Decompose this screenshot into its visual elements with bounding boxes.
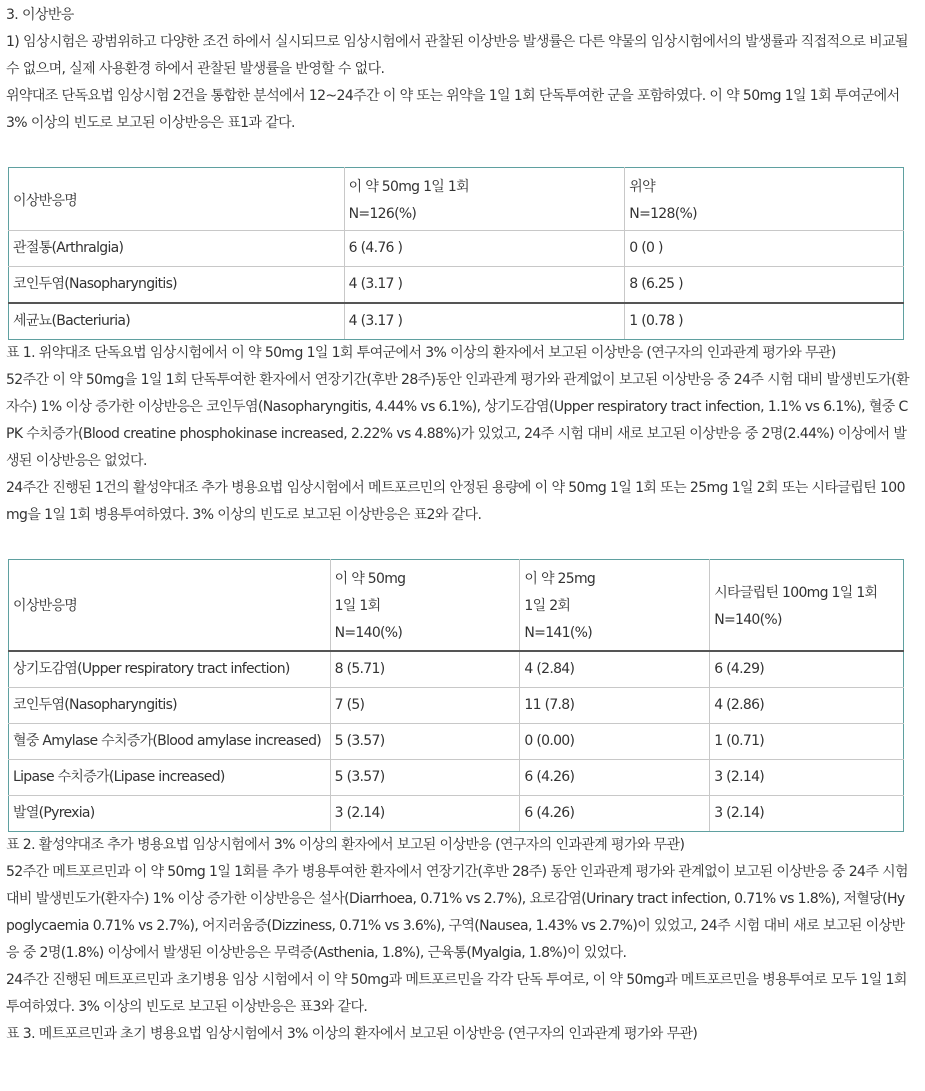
cell-placebo: 1 (0.78 )	[625, 303, 904, 340]
header-drug-25mg-frequency: 1일 2회	[524, 598, 571, 614]
cell-reaction: 혈중 Amylase 수치증가(Blood amylase increased)	[9, 723, 331, 759]
cell-drug-50mg: 8 (5.71)	[330, 651, 520, 688]
cell-reaction: 관절통(Arthralgia)	[9, 231, 345, 267]
cell-drug-25mg: 6 (4.26)	[520, 759, 710, 795]
paragraph-extension-monotherapy: 52주간 이 약 50mg을 1일 1회 단독투여한 환자에서 연장기간(후반 28주)동안 인과관계 평가와 관계없이 보고된 이상반응 중 24주 시험 대비 발생빈도가(환자수) 1% 이상 증가한 이상반응은 코인두염(Nasopharyngitis, 4.44% vs 6.1%), 상기도감염(Upper respiratory tract infection, 1.1% vs 6.1%), 혈중 CPK 수치증가(Blood creatine phosphokinase increased, 2.22% vs 4.88%)가 있었고, 24주 시험 대비 새로 보고된 이상반응 중 2명(2.44%) 이상에서 발생된 이상반응은 없었다.	[6, 372, 909, 469]
table-2-caption: 표 2. 활성약대조 추가 병용요법 임상시험에서 3% 이상의 환자에서 보고된 이상반응 (연구자의 인과관계 평가와 무관)	[6, 836, 685, 853]
header-reaction-name: 이상반응명	[9, 168, 345, 231]
header-sitagliptin	[710, 560, 904, 651]
header-drug-50mg-n: N=126(%)	[348, 206, 417, 222]
header-placebo	[625, 168, 904, 231]
table-row	[9, 723, 904, 759]
cell-sitagliptin: 3 (2.14)	[710, 759, 904, 795]
cell-placebo: 8 (6.25 )	[625, 267, 904, 304]
cell-drug-50mg: 5 (3.57)	[330, 723, 520, 759]
adverse-reaction-table-1	[8, 167, 904, 340]
header-drug-25mg-n: N=141(%)	[524, 625, 592, 641]
adverse-reaction-table-2	[8, 559, 904, 832]
header-placebo-n: N=128(%)	[629, 206, 697, 222]
paragraph-initial-combination: 24주간 진행된 메트포르민과 초기병용 임상 시험에서 이 약 50mg과 메트포르민을 각각 단독 투여로, 이 약 50mg과 메트포르민을 병용투여로 모두 1일 1회 투여하였다. 3% 이상의 빈도로 보고된 이상반응은 표3와 같다.	[6, 971, 907, 1015]
header-drug-50mg-label: 이 약 50mg	[334, 571, 406, 587]
cell-sitagliptin: 6 (4.29)	[710, 651, 904, 688]
cell-reaction: 발열(Pyrexia)	[9, 795, 331, 831]
table-1-caption: 표 1. 위약대조 단독요법 임상시험에서 이 약 50mg 1일 1회 투여군에서 3% 이상의 환자에서 보고된 이상반응 (연구자의 인과관계 평가와 무관)	[6, 345, 836, 361]
cell-reaction: 상기도감염(Upper respiratory tract infection)	[9, 651, 331, 688]
header-drug-50mg-label: 이 약 50mg 1일 1회	[348, 179, 469, 195]
spacer	[6, 137, 911, 164]
cell-reaction: 코인두염(Nasopharyngitis)	[9, 687, 331, 723]
paragraph-active-control: 24주간 진행된 1건의 활성약대조 추가 병용요법 임상시험에서 메트포르민의 안정된 용량에 이 약 50mg 1일 1회 또는 25mg 1일 2회 또는 시타글립틴 100mg을 1일 1회 병용투여하였다. 3% 이상의 빈도로 보고된 이상반응은 표2와 같다.	[6, 480, 905, 523]
header-reaction-name: 이상반응명	[9, 560, 331, 651]
cell-drug: 4 (3.17 )	[344, 303, 625, 340]
table-header-row	[9, 560, 904, 651]
cell-reaction: Lipase 수치증가(Lipase increased)	[9, 759, 331, 795]
header-placebo-label: 위약	[629, 179, 655, 195]
cell-placebo: 0 (0 )	[625, 231, 904, 267]
cell-reaction: 세균뇨(Bacteriuria)	[9, 303, 345, 340]
cell-sitagliptin: 3 (2.14)	[710, 795, 904, 831]
header-drug-50mg-frequency: 1일 1회	[334, 598, 381, 614]
header-sitagliptin-label: 시타글립틴 100mg 1일 1회	[714, 584, 878, 601]
cell-sitagliptin: 4 (2.86)	[710, 687, 904, 723]
cell-drug-50mg: 7 (5)	[330, 687, 520, 723]
table-3-caption: 표 3. 메트포르민과 초기 병용요법 임상시험에서 3% 이상의 환자에서 보고된 이상반응 (연구자의 인과관계 평가와 무관)	[6, 1025, 698, 1042]
table-row	[9, 231, 904, 267]
header-drug-50mg-n: N=140(%)	[334, 625, 403, 641]
table-row	[9, 759, 904, 795]
header-drug-25mg	[520, 560, 710, 651]
header-sitagliptin-n: N=140(%)	[714, 611, 782, 628]
header-drug-50mg	[330, 560, 520, 651]
header-drug-50mg	[344, 168, 625, 231]
paragraph-intro: 1) 임상시험은 광범위하고 다양한 조건 하에서 실시되므로 임상시험에서 관찰된 이상반응 발생률은 다른 약물의 임상시험에서의 발생률과 직접적으로 비교될 수 없으며, 실제 사용환경 하에서 관찰된 발생률을 반영할 수 없다.	[6, 34, 908, 77]
cell-drug-25mg: 4 (2.84)	[520, 651, 710, 688]
paragraph-extension-combination: 52주간 메트포르민과 이 약 50mg 1일 1회를 추가 병용투여한 환자에서 연장기간(후반 28주) 동안 인과관계 평가와 관계없이 보고된 이상반응 중 24주 시험 대비 발생빈도가(환자수) 1% 이상 증가한 이상반응은 설사(Diarrhoea, 0.71% vs 2.7%), 요로감염(Urinary tract infection, 0.71% vs 1.8%), 저혈당(Hypoglycaemia 0.71% vs 2.7%), 어지러움증(Dizziness, 0.71% vs 3.6%), 구역(Nausea, 1.43% vs 2.7%)이 있었고, 24주 시험 대비 새로 보고된 이상반응 중 2명(1.8%) 이상에서 발생된 이상반응은 무력증(Asthenia, 1.8%), 근육통(Myalgia, 1.8%)이 있었다.	[6, 863, 908, 961]
section-title: 3. 이상반응	[6, 7, 74, 23]
cell-sitagliptin: 1 (0.71)	[710, 723, 904, 759]
table-header-row	[9, 168, 904, 231]
cell-drug-25mg: 0 (0.00)	[520, 723, 710, 759]
table-row	[9, 267, 904, 304]
cell-drug-25mg: 6 (4.26)	[520, 795, 710, 831]
cell-drug-50mg: 5 (3.57)	[330, 759, 520, 795]
table-row	[9, 687, 904, 723]
cell-drug: 6 (4.76 )	[344, 231, 625, 267]
spacer	[6, 529, 911, 556]
table-row	[9, 795, 904, 831]
header-drug-25mg-label: 이 약 25mg	[524, 571, 596, 587]
cell-drug: 4 (3.17 )	[344, 267, 625, 304]
table-row	[9, 651, 904, 688]
cell-drug-25mg: 11 (7.8)	[520, 687, 710, 723]
paragraph-analysis: 위약대조 단독요법 임상시험 2건을 통합한 분석에서 12~24주간 이 약 또는 위약을 1일 1회 단독투여한 군을 포함하였다. 이 약 50mg 1일 1회 투여군에서 3% 이상의 빈도로 보고된 이상반응은 표1과 같다.	[6, 88, 900, 131]
table-row	[9, 303, 904, 340]
cell-drug-50mg: 3 (2.14)	[330, 795, 520, 831]
cell-reaction: 코인두염(Nasopharyngitis)	[9, 267, 345, 304]
